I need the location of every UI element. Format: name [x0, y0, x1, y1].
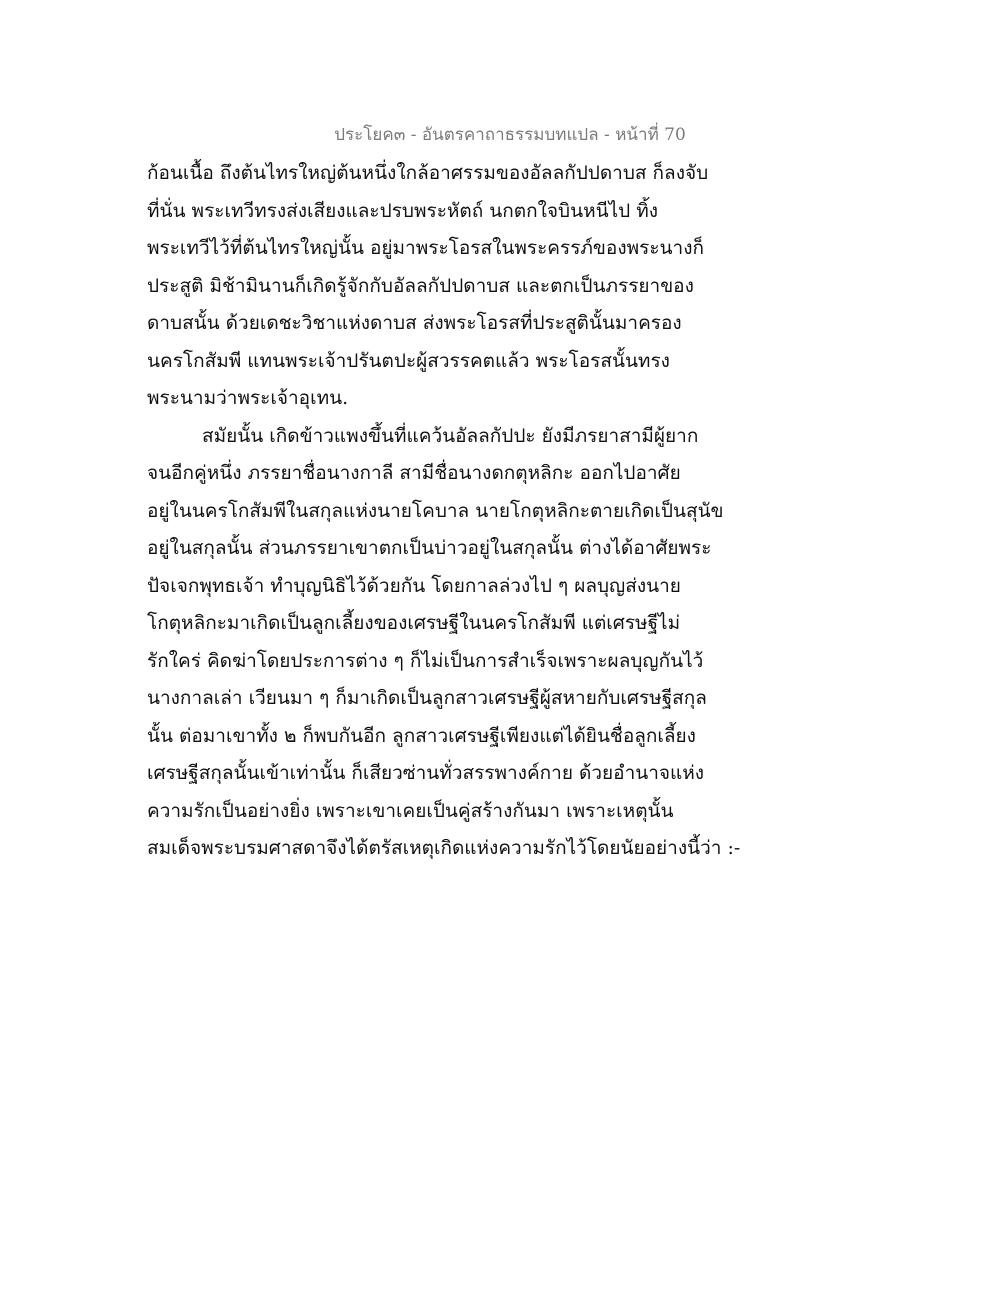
text-line: ดาบสนั้น ด้วยเดชะวิชาแห่งดาบส ส่งพระโอรสที่ประสูตินั้นมาครอง [147, 312, 682, 334]
text-line: เศรษฐีสกุลนั้นเข้าเท่านั้น ก็เสียวซ่านทั่วสรรพางค์กาย ด้วยอำนาจแห่ง [147, 762, 705, 784]
running-header: ประโยค๓ - อันตรคาถาธรรมบทแปล - หน้าที่ 70 [334, 125, 686, 145]
text-line: จนอีกคู่หนึ่ง ภรรยาชื่อนางกาลี สามีชื่อนางดกตุหลิกะ ออกไปอาศัย [147, 462, 681, 484]
text-line: พระเทวีไว้ที่ต้นไทรใหญ่นั้น อยู่มาพระโอรสในพระครรภ์ของพระนางก็ [147, 237, 704, 259]
body-text [147, 155, 741, 868]
text-line: ปัจเจกพุทธเจ้า ทำบุญนิธิไว้ด้วยกัน โดยกาลล่วงไป ๆ ผลบุญส่งนาย [147, 574, 681, 597]
text-line: โกตุหลิกะมาเกิดเป็นลูกเลี้ยงของเศรษฐีในนครโกสัมพี แต่เศรษฐีไม่ [147, 612, 681, 634]
paragraph [147, 418, 741, 868]
text-line: รักใคร่ คิดฆ่าโดยประการต่าง ๆ ก็ไม่เป็นการสำเร็จเพราะผลบุญกันไว้ [147, 649, 704, 672]
text-line: สมัยนั้น เกิดข้าวแพงขึ้นที่แคว้นอัลลกัปปะ ยังมีภรยาสามีผู้ยาก [202, 424, 699, 447]
text-line: นางกาลเล่า เวียนมา ๆ ก็มาเกิดเป็นลูกสาวเศรษฐีผู้สหายกับเศรษฐีสกุล [147, 687, 707, 709]
text-line: สมเด็จพระบรมศาสดาจึงได้ตรัสเหตุเกิดแห่งความรักไว้โดยนัยอย่างนี้ว่า :- [147, 837, 741, 859]
text-line: ที่นั่น พระเทวีทรงส่งเสียงและปรบพระหัตถ์ นกตกใจบินหนีไป ทิ้ง [147, 199, 659, 222]
text-line: นครโกสัมพี แทนพระเจ้าปรันตปะผู้สวรรคตแล้ว พระโอรสนั้นทรง [147, 349, 670, 372]
paragraph [147, 155, 737, 418]
text-line: ก้อนเนื้อ ถึงต้นไทรใหญ่ต้นหนึ่งใกล้อาศรรมของอัลลกัปปดาบส ก็ลงจับ [147, 162, 709, 184]
text-line: อยู่ในสกุลนั้น ส่วนภรรยาเขาตกเป็นบ่าวอยู่ในสกุลนั้น ต่างได้อาศัยพระ [147, 537, 712, 559]
text-line: นั้น ต่อมาเขาทั้ง ๒ ก็พบกันอีก ลูกสาวเศรษฐีเพียงแต่ได้ยินชื่อลูกเลี้ยง [147, 724, 696, 747]
text-line: อยู่ในนครโกสัมพีในสกุลแห่งนายโคบาล นายโกตุหลิกะตายเกิดเป็นสุนัข [147, 499, 724, 522]
text-line: พระนามว่าพระเจ้าอุเทน. [147, 387, 349, 409]
text-line: ประสูติ มิช้ามินานก็เกิดรู้จักกับอัลลกัปปดาบส และตกเป็นภรรยาของ [147, 274, 694, 297]
text-line: ความรักเป็นอย่างยิ่ง เพราะเขาเคยเป็นคู่สร้างกันมา เพราะเหตุนั้น [147, 799, 674, 822]
